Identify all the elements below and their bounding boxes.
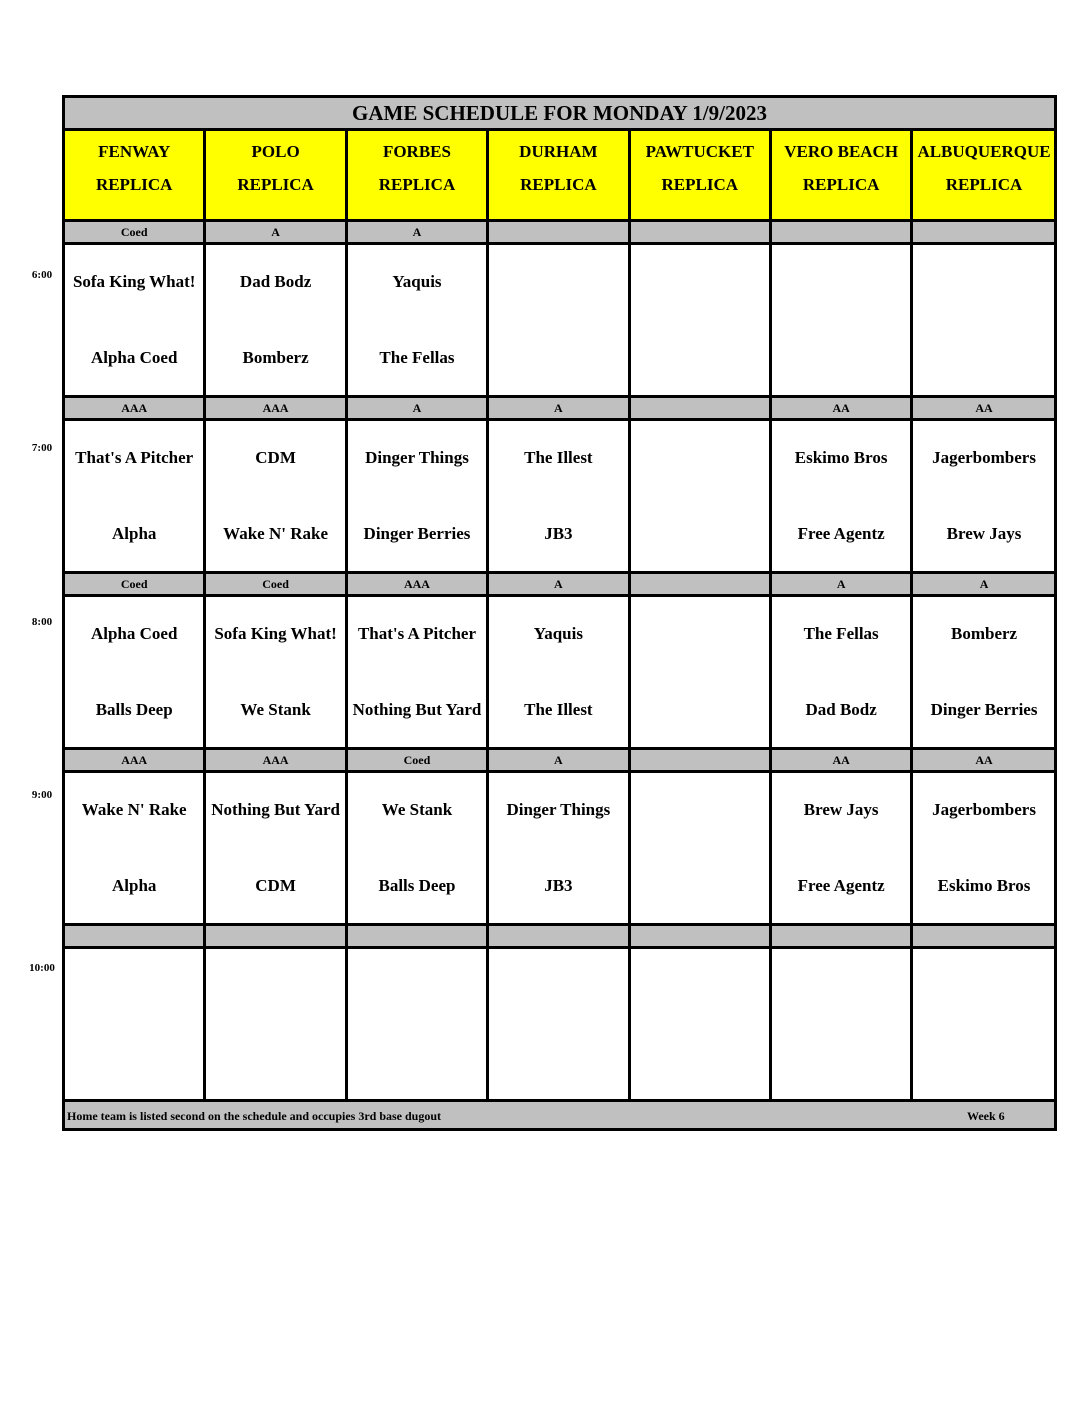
game-row-7 [65,421,1054,574]
home-team: The Illest [524,700,593,719]
division-row-10 [65,926,1054,949]
field-header-pawtucket [631,131,772,219]
game-cell [206,421,347,571]
time-label-9: 9:00 [31,789,53,801]
division-row-6 [65,222,1054,245]
away-team: That's A Pitcher [357,624,476,643]
away-team: CDM [255,448,296,467]
field-name: DURHAM [519,142,598,161]
division-label [772,222,913,242]
division-label [631,222,772,242]
division-label [489,926,630,946]
division-label: Coed [206,574,347,594]
division-label: AAA [206,750,347,770]
schedule-footer [65,1102,1054,1128]
game-cell [348,773,489,923]
field-type: REPLICA [945,175,1023,194]
game-row-10 [65,949,1054,1102]
game-cell [489,773,630,923]
division-label: A [489,574,630,594]
game-cell [348,421,489,571]
game-cell [631,949,772,1099]
division-label: AA [772,750,913,770]
division-label: A [489,398,630,418]
game-cell [772,421,913,571]
division-label [631,926,772,946]
home-team: Free Agentz [797,524,885,543]
home-team: CDM [255,876,296,895]
away-team: Sofa King What! [72,272,196,291]
home-team: Alpha [111,524,157,543]
field-type: REPLICA [661,175,739,194]
away-team: Eskimo Bros [794,448,888,467]
game-cell [65,245,206,395]
division-label: Coed [65,222,206,242]
schedule-table [62,95,1057,1131]
home-team: JB3 [544,876,573,895]
home-team-note: Home team is listed second on the schedule and occupies 3rd base dugout [67,1109,442,1123]
away-team: Dinger Things [506,800,611,819]
away-team: Alpha Coed [90,624,178,643]
home-team: Balls Deep [378,876,456,895]
game-cell [913,245,1054,395]
away-team: Yaquis [392,272,442,291]
game-cell [206,245,347,395]
away-team: That's A Pitcher [75,448,194,467]
division-label: A [348,398,489,418]
game-cell [489,949,630,1099]
game-cell [206,773,347,923]
game-cell [348,245,489,395]
division-label: AAA [65,750,206,770]
game-cell [65,773,206,923]
game-cell [913,949,1054,1099]
field-name: PAWTUCKET [645,142,754,161]
home-team: Wake N' Rake [223,524,328,543]
away-team: Brew Jays [803,800,879,819]
field-name: VERO BEACH [784,142,899,161]
division-label [913,926,1054,946]
game-cell [772,949,913,1099]
away-team: Sofa King What! [214,624,337,643]
game-row-8 [65,597,1054,750]
time-label-10: 10:00 [29,962,55,974]
division-label: AA [975,401,993,415]
time-label-6: 6:00 [31,269,53,281]
field-name: FORBES [382,142,451,161]
division-label: A [772,574,913,594]
division-label: A [206,222,347,242]
field-name: POLO [251,142,300,161]
away-team: Wake N' Rake [81,800,187,819]
division-label: AAA [348,574,489,594]
game-row-9 [65,773,1054,926]
game-cell [631,773,772,923]
division-label [913,222,1054,242]
field-header-polo [206,131,347,219]
away-team: Dinger Things [365,448,469,467]
field-header-durham [489,131,630,219]
division-label: A [348,222,489,242]
game-cell [913,597,1054,747]
home-team: Eskimo Bros [937,876,1031,895]
field-header-albuquerque [913,131,1054,219]
division-label [631,750,772,770]
away-team: Dad Bodz [239,272,312,291]
away-team: The Illest [524,448,593,467]
home-team: The Fellas [379,348,455,367]
division-label: AA [772,398,913,418]
field-type: REPLICA [95,175,173,194]
game-cell [913,421,1054,571]
home-team: Bomberz [242,348,309,367]
home-team: Dinger Berries [363,524,471,543]
game-cell [631,245,772,395]
game-cell [631,421,772,571]
division-label [772,926,913,946]
home-team: Dad Bodz [805,700,877,719]
division-label: A [979,577,989,591]
division-label: Coed [348,750,489,770]
away-team: The Fellas [803,624,879,643]
division-row-8 [65,574,1054,597]
field-name: ALBUQUERQUE [917,142,1051,161]
game-cell [489,245,630,395]
division-label: AA [975,753,993,767]
field-type: REPLICA [802,175,880,194]
game-cell [348,949,489,1099]
division-label: AAA [65,398,206,418]
field-header-row [65,131,1054,222]
time-label-7: 7:00 [31,442,53,454]
game-cell [206,597,347,747]
home-team: Balls Deep [95,700,173,719]
division-label [348,926,489,946]
division-label [631,574,772,594]
game-cell [348,597,489,747]
game-cell [913,773,1054,923]
division-label [65,926,206,946]
field-header-forbes [348,131,489,219]
game-cell [206,949,347,1099]
division-label [206,926,347,946]
game-cell [65,597,206,747]
home-team: Nothing But Yard [352,700,482,719]
division-label: A [489,750,630,770]
division-label [489,222,630,242]
home-team: Alpha [111,876,157,895]
game-cell [772,245,913,395]
game-cell [489,421,630,571]
away-team: We Stank [381,800,453,819]
division-label: Coed [65,574,206,594]
week-label: Week 6 [967,1109,1005,1123]
field-type: REPLICA [237,175,314,194]
schedule-title: GAME SCHEDULE FOR MONDAY 1/9/2023 [65,98,1054,131]
game-cell [489,597,630,747]
home-team: Free Agentz [797,876,885,895]
division-label: AAA [206,398,347,418]
home-team: Alpha Coed [90,348,178,367]
game-cell [631,597,772,747]
field-header-vero-beach [772,131,913,219]
field-header-fenway [65,131,206,219]
home-team: We Stank [240,700,311,719]
division-label [631,398,772,418]
away-team: Nothing But Yard [211,800,340,819]
field-name: FENWAY [98,142,171,161]
away-team: Jagerbombers [932,800,1036,819]
division-row-7 [65,398,1054,421]
away-team: Jagerbombers [932,448,1036,467]
time-label-8: 8:00 [31,616,53,628]
field-type: REPLICA [378,175,456,194]
game-cell [772,597,913,747]
game-row-6 [65,245,1054,398]
field-type: REPLICA [520,175,597,194]
game-cell [772,773,913,923]
game-cell [65,949,206,1099]
home-team: JB3 [544,524,573,543]
away-team: Bomberz [950,624,1018,643]
home-team: Dinger Berries [930,700,1038,719]
division-row-9 [65,750,1054,773]
home-team: Brew Jays [946,524,1022,543]
away-team: Yaquis [533,624,583,643]
game-cell [65,421,206,571]
